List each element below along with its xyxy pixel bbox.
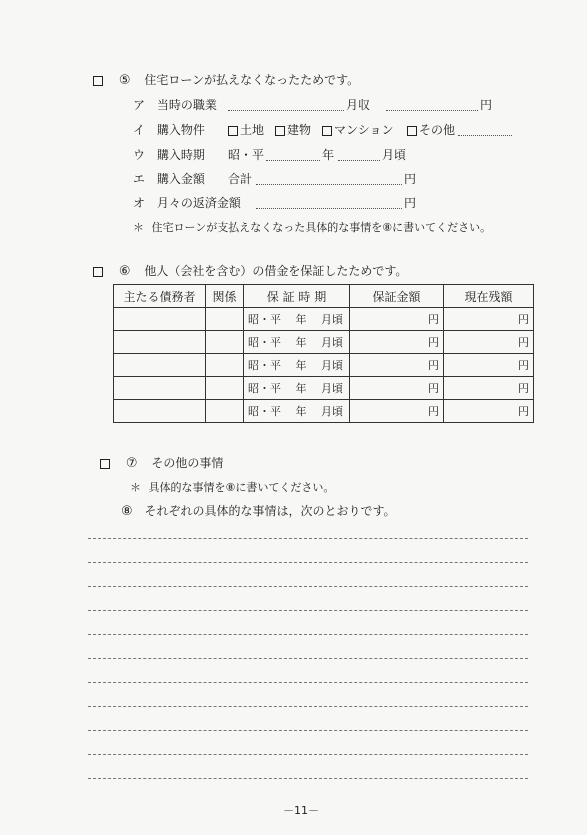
table-row [114,308,534,331]
item5-number: ⑤ [118,73,131,88]
purchase-amount-field[interactable] [256,184,402,185]
period-cell[interactable]: 昭・平 年 月頃 [244,354,350,377]
purchase-year-field[interactable] [266,160,320,161]
writing-line[interactable] [88,610,528,611]
balance-cell[interactable]: 円 [444,331,534,354]
checkbox[interactable] [407,126,417,136]
item5-row-u [133,146,205,163]
note-text: 住宅ローンが支払えなくなった具体的な事情を⑧に書いてください。 [151,221,492,234]
table-row [114,331,534,354]
item5-note [133,219,491,235]
row-marker: オ [133,196,146,210]
header-balance: 現在残額 [444,285,534,308]
table-row [114,354,534,377]
item6-title: 他人（会社を含む）の借金を保証したためです。 [144,264,408,278]
header-debtor: 主たる債務者 [114,285,206,308]
row-marker: エ [133,172,146,186]
checkbox[interactable] [322,126,332,136]
balance-cell[interactable]: 円 [444,377,534,400]
item5-row-a [133,96,217,113]
amount-cell[interactable]: 円 [350,377,444,400]
relation-cell[interactable] [206,377,244,400]
item8-header [121,502,396,519]
item7-note [130,479,334,495]
item6-checkbox[interactable] [93,267,103,277]
item7-checkbox[interactable] [100,459,110,469]
header-amount: 保証金額 [350,285,444,308]
row-label: 月々の返済金額 [156,196,241,210]
yen-label: 円 [404,196,417,210]
property-option-building[interactable]: 建物 [275,121,311,138]
property-other-field[interactable] [458,135,512,136]
note-marker: ＊ [133,221,144,234]
checkbox[interactable] [275,126,285,136]
monthly-income-label: 月収 [346,98,371,112]
table-row [114,400,534,423]
amount-cell[interactable]: 円 [350,308,444,331]
property-option-land[interactable]: 土地 [228,121,264,138]
writing-line[interactable] [88,538,528,539]
era-label: 昭・平 [228,148,265,162]
relation-cell[interactable] [206,354,244,377]
writing-line[interactable] [88,562,528,563]
year-label: 年 [322,148,335,162]
writing-line[interactable] [88,778,528,779]
item5-title: 住宅ローンが払えなくなったためです。 [144,73,360,87]
debtor-cell[interactable] [114,400,206,423]
writing-line[interactable] [88,682,528,683]
item8-number: ⑧ [121,504,133,519]
monthly-payment-field[interactable] [256,208,402,209]
property-option-mansion[interactable]: マンション [322,121,393,138]
writing-line[interactable] [88,658,528,659]
purchase-month-field[interactable] [338,160,380,161]
writing-line[interactable] [88,730,528,731]
table-row [114,377,534,400]
amount-cell[interactable]: 円 [350,354,444,377]
row-label: 購入物件 [156,123,205,137]
item7-title: その他の事情 [151,456,224,470]
amount-cell[interactable]: 円 [350,331,444,354]
writing-line[interactable] [88,634,528,635]
yen-label: 円 [404,172,417,186]
debtor-cell[interactable] [114,331,206,354]
writing-line[interactable] [88,754,528,755]
table-header-row [114,285,534,308]
total-label: 合計 [228,172,253,186]
row-marker: イ [133,123,146,137]
item5-header [93,71,359,88]
page-number: －11－ [283,804,319,817]
row-label: 購入時期 [156,148,205,162]
note-marker: ＊ [130,481,141,494]
balance-cell[interactable]: 円 [444,308,534,331]
occupation-field[interactable] [228,110,344,111]
item5-row-o [133,194,241,211]
item7-header [100,454,223,471]
period-cell[interactable]: 昭・平 年 月頃 [244,308,350,331]
item5-row-i [133,121,205,138]
row-marker: ア [133,98,146,112]
balance-cell[interactable]: 円 [444,400,534,423]
row-label: 当時の職業 [156,98,217,112]
period-cell[interactable]: 昭・平 年 月頃 [244,400,350,423]
property-option-other[interactable]: その他 [407,121,455,138]
checkbox[interactable] [228,126,238,136]
yen-label: 円 [480,98,493,112]
header-relation: 関係 [206,285,244,308]
amount-cell[interactable]: 円 [350,400,444,423]
item7-number: ⑦ [125,456,138,471]
balance-cell[interactable]: 円 [444,354,534,377]
writing-line[interactable] [88,706,528,707]
period-cell[interactable]: 昭・平 年 月頃 [244,377,350,400]
item6-number: ⑥ [118,264,131,279]
row-label: 購入金額 [156,172,205,186]
item6-header [93,262,407,279]
monthly-income-field[interactable] [386,110,478,111]
month-label: 月頃 [382,148,407,162]
period-cell[interactable]: 昭・平 年 月頃 [244,331,350,354]
item5-row-e [133,170,205,187]
relation-cell[interactable] [206,308,244,331]
row-marker: ウ [133,148,146,162]
debtor-cell[interactable] [114,377,206,400]
relation-cell[interactable] [206,400,244,423]
guarantee-table [113,284,534,423]
debtor-cell[interactable] [114,308,206,331]
item5-checkbox[interactable] [93,76,103,86]
header-period: 保 証 時 期 [244,285,350,308]
note-text: 具体的な事情を⑧に書いてください。 [148,481,335,494]
item8-title: それぞれの具体的な事情は，次のとおりです。 [144,504,396,518]
relation-cell[interactable] [206,331,244,354]
debtor-cell[interactable] [114,354,206,377]
writing-line[interactable] [88,586,528,587]
